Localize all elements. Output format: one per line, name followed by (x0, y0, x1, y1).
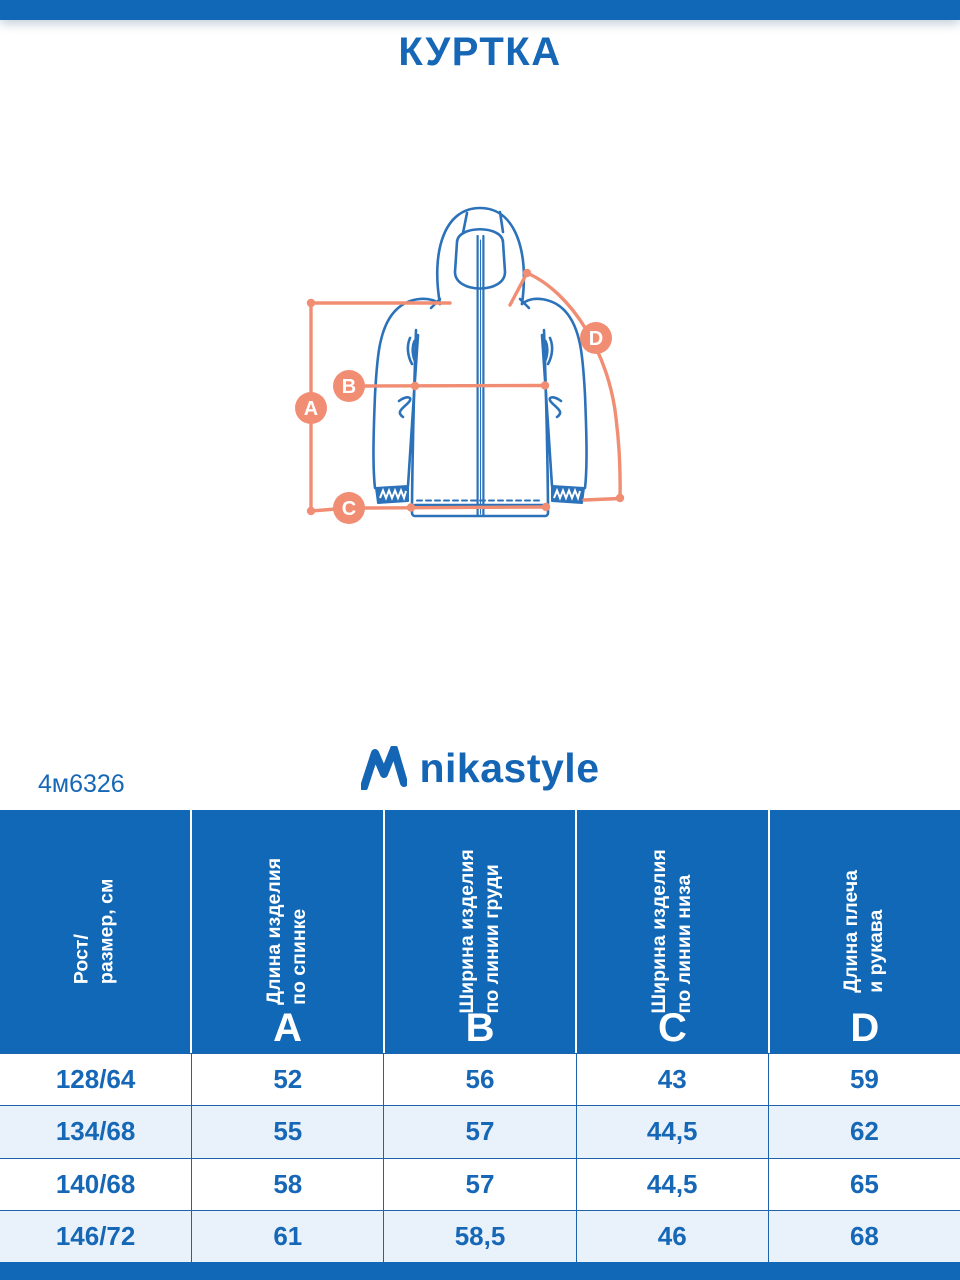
jacket-measurement-diagram (280, 180, 680, 540)
badge-a-letter: A (303, 398, 319, 420)
product-code: 4м6326 (38, 770, 125, 798)
jacket-outline (373, 208, 586, 516)
measure-d-bottom-tick (584, 499, 620, 501)
cell-b: 58,5 (383, 1211, 575, 1262)
chest-welt-left (408, 338, 412, 364)
header-cell-a (190, 810, 382, 1053)
pocket-squiggle-left (399, 397, 410, 417)
bottom-accent-bar (0, 1262, 960, 1280)
column-label-line: размер, см (96, 878, 119, 985)
top-accent-bar (0, 0, 960, 20)
column-label-line: по спинке (288, 908, 311, 1005)
cell-c: 46 (576, 1211, 768, 1262)
cell-b: 57 (383, 1159, 575, 1210)
column-label (455, 849, 506, 1013)
column-letter: C (657, 1006, 687, 1050)
column-label (839, 870, 890, 993)
brand-logo (0, 744, 960, 792)
column-label (70, 879, 121, 985)
cell-b: 56 (383, 1054, 575, 1105)
cell-a: 52 (191, 1054, 383, 1105)
column-label-line: Длина плеча (840, 870, 863, 993)
size-table (0, 810, 960, 1262)
sleeve-outer-left (373, 299, 440, 488)
column-letter: B (465, 1006, 495, 1050)
measure-b-line (365, 386, 545, 387)
cell-size: 140/68 (55, 1168, 136, 1199)
pocket-squiggle-right (550, 397, 561, 417)
column-label-line: и рукава (865, 909, 888, 993)
cell-d: 59 (768, 1054, 960, 1105)
cell-a: 58 (191, 1159, 383, 1210)
chest-welt-right (548, 338, 552, 364)
column-label-line: по линии груди (481, 864, 504, 1014)
table-row (0, 1053, 960, 1105)
brand-logo-wave-icon (361, 746, 407, 790)
cell-c: 43 (576, 1054, 768, 1105)
page-title: КУРТКА (398, 30, 562, 74)
column-letter: A (273, 1006, 303, 1050)
badge-d-letter: D (588, 328, 604, 350)
cell-d: 62 (768, 1106, 960, 1157)
size-table-header (0, 810, 960, 1053)
measure-c-line (365, 507, 546, 508)
column-label (647, 849, 698, 1013)
header-cell-size (0, 810, 190, 1053)
column-label-line: Ширина изделия (648, 849, 671, 1014)
hood-pleat-left (463, 213, 467, 233)
table-row (0, 1210, 960, 1262)
column-letter: D (850, 1006, 880, 1050)
brand-logo-text: nikastyle (419, 744, 600, 791)
column-label-line: Длина изделия (263, 858, 286, 1005)
column-label-line: по линии низа (673, 874, 696, 1014)
cell-a: 61 (191, 1211, 383, 1262)
cell-size: 128/64 (55, 1064, 136, 1095)
cell-a: 55 (191, 1106, 383, 1157)
column-label-line: Рост/ (70, 934, 93, 985)
sleeve-outer-right (522, 299, 587, 488)
badge-c-letter: C (341, 498, 357, 520)
cell-c: 44,5 (576, 1159, 768, 1210)
badge-b-letter: B (341, 376, 357, 398)
cell-size: 134/68 (55, 1116, 136, 1147)
cell-size: 146/72 (55, 1220, 136, 1251)
header-cell-b (383, 810, 575, 1053)
cell-d: 65 (768, 1159, 960, 1210)
table-row (0, 1158, 960, 1210)
table-row (0, 1105, 960, 1157)
cell-d: 68 (768, 1211, 960, 1262)
header-cell-c (575, 810, 767, 1053)
header-cell-d (768, 810, 960, 1053)
cell-c: 44,5 (576, 1106, 768, 1157)
column-label (262, 858, 313, 1005)
column-label-line: Ширина изделия (455, 849, 478, 1014)
size-table-body (0, 1053, 960, 1262)
cell-b: 57 (383, 1106, 575, 1157)
